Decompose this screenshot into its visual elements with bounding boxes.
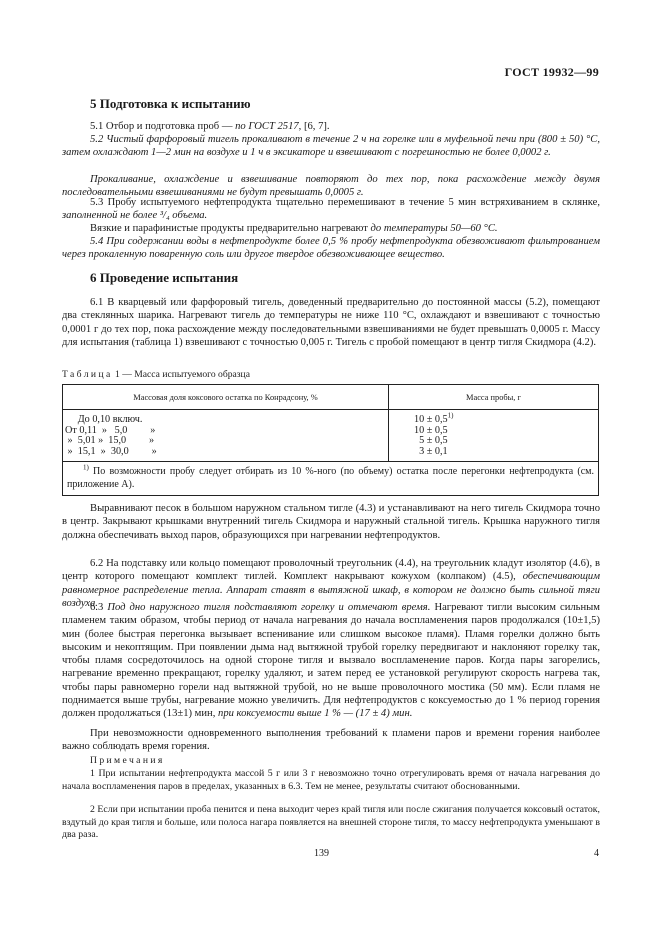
paragraph-5-3: 5.3 Пробу испытуемого нефтепродукта тщательно перемешивают в течение 5 мин встряхиванием в склянке, заполненной не более ³/₄ объема. bbox=[62, 197, 600, 222]
paragraph-5-2: 5.2 Чистый фарфоровый тигель прокаливают в течение 2 ч на горелке или в муфельной печи при (800 ± 50) °С, затем охлаждают 1—2 мин на воздухе и 1 ч в эксикаторе и взвешивают с погрешностью не более 0,0002 г. bbox=[62, 134, 600, 159]
table-cell-masses: $10 \pm 0,5^{1)}$ 10 ± 0,5 5 ± 0,5 3 ± 0,1 bbox=[389, 410, 599, 462]
section-5-title: 5 Подготовка к испытанию bbox=[90, 96, 251, 111]
note-2: 2 Если при испытании проба пенится и пена выходит через край тигля или после сжигания получается коксовый остаток, вздутый до края тигля и больше, или полоса нагара появляется на внешней стороне тигля, то массу нефтепродукта уменьшают в два раза. bbox=[62, 804, 600, 840]
table-cell: 10 ± 0,5 bbox=[414, 424, 448, 436]
paragraph-5-1: 5.1 Отбор и подготовка проб — по ГОСТ 2517, [6, 7]. bbox=[90, 121, 330, 132]
sample-mass-table bbox=[62, 384, 599, 496]
table-cell: 10 ± 0,5 bbox=[414, 414, 448, 425]
paragraph-5-4: 5.4 При содержании воды в нефтепродукте более 0,5 % пробу нефтепродукта обезвоживают фильтрованием через прокаленную поваренную соль или другое твердое обезвоживающее вещество. bbox=[62, 236, 600, 261]
table-row: » 15,1 » 30,0 » bbox=[65, 445, 157, 457]
document-header: ГОСТ 19932—99 bbox=[504, 65, 599, 79]
sheet-number: 4 bbox=[594, 848, 599, 859]
table-cell-ranges bbox=[63, 410, 389, 462]
table-header-mass: Масса пробы, г bbox=[389, 385, 599, 410]
section-6-title: 6 Проведение испытания bbox=[90, 270, 239, 285]
table-footnote: $^{1)}$ По возможности пробу следует отбирать из 10 %-ного (по объему) остатка после перегонки нефтепродукта (см. приложение А). bbox=[63, 462, 599, 496]
table-row: От 0,11 » 5,0 » bbox=[65, 424, 156, 436]
paragraph-6-2: 6.2 На подставку или кольцо помещают проволочный треугольник (4.4), на треугольник кладут изолятор (4.6), в центр которого помещают комплект тиглей. Комплект накрывают кожухом (колпаком) (4.5), обеспечивающим равномерное распределение тепла. Аппарат ставят в вытяжной шкаф, в котором не должно быть сильной тяги воздуха. bbox=[62, 558, 600, 609]
paragraph-6-1-cont: Выравнивают песок в большом наружном стальном тигле (4.3) и устанавливают на него тигель Скидмора точно в центр. Закрывают крышками внутренний тигель Скидмора и наружный стальной тигель. Крышка наружного тигля должна обеспечивать выход паров, образующихся при нагревании нефтепродуктов. bbox=[62, 503, 600, 541]
paragraph-6-3-last: При невозможности одновременного выполнения требований к пламени паров и времени горения наиболее важно соблюдать время горения. bbox=[62, 728, 600, 753]
table-caption: Таблица 1 — Масса испытуемого образца bbox=[62, 369, 250, 380]
page-number: 139 bbox=[314, 848, 329, 859]
table-cell: 3 ± 0,1 bbox=[414, 445, 448, 457]
notes-title: Примечания bbox=[90, 755, 165, 766]
note-1: 1 При испытании нефтепродукта массой 5 г или 3 г невозможно точно отрегулировать время от начала нагревания до начала воспламенения паров в пределах, указанных в 6.3. Тем не менее, результаты считают обоснованными. bbox=[62, 768, 600, 792]
paragraph-5-2-cont: Прокаливание, охлаждение и взвешивание повторяют до тех пор, пока расхождение между двумя последовательными взвешиваниями не будут превышать 0,0005 г. bbox=[62, 174, 600, 199]
table-row: » 5,01 » 15,0 » bbox=[65, 435, 155, 447]
table-row: До 0,10 включ. bbox=[65, 414, 143, 425]
table-cell: 5 ± 0,5 bbox=[414, 435, 448, 447]
table-header-coke: Массовая доля коксового остатка по Конрадсону, % bbox=[63, 385, 389, 410]
paragraph-5-3-viscous: Вязкие и парафинистые продукты предварительно нагревают до температуры 50—60 °С. bbox=[90, 223, 498, 234]
paragraph-6-3: 6.3 Под дно наружного тигля подставляют горелку и отмечают время. Нагревают тигли высоким сильным пламенем таким образом, чтобы период от начала нагревания до начала воспламенения паров продолжался (10±1,5) мин (более быстрая перегонка вызывает вспенивание или слишком высокое пламя). Пламя горелки должно быть высоким и некоптящим. При появлении дыма над вытяжной трубой горелку передвигают и наклоняют горелку так, чтобы пламя сосредоточилось на одной стороне тигля и вызвало воспламенение паров. Когда пары загорелись, нагревание временно прекращают, горелку удаляют, и затем перед ее установкой регулируют скорость нагрева так, чтобы пары равномерно горели над вытяжной трубой, но не выше проволочного мостика (50 мм). Если пламя не поднимается выше трубы, нагревание можно увеличить. Для нефтепродуктов с коксуемостью до 1 % период горения должен продолжаться (13±1) мин, при коксуемости выше 1 % — (17 ± 4) мин. bbox=[62, 602, 600, 720]
paragraph-6-1: 6.1 В кварцевый или фарфоровый тигель, доведенный предварительно до постоянной массы (5.2), помещают два стеклянных шарика. Нагревают тигель до температуры не ниже 110 °С, охлаждают и взвешивают с точностью 0,0001 г до тех пор, пока расхождение между последовательными взвешиваниями не будет превышать 0,0005 г. Массу для испытания (таблица 1) взвешивают с точностью 0,005 г. Тигель с пробой помещают в центр тигля Скидмора (4.2). bbox=[62, 297, 600, 348]
